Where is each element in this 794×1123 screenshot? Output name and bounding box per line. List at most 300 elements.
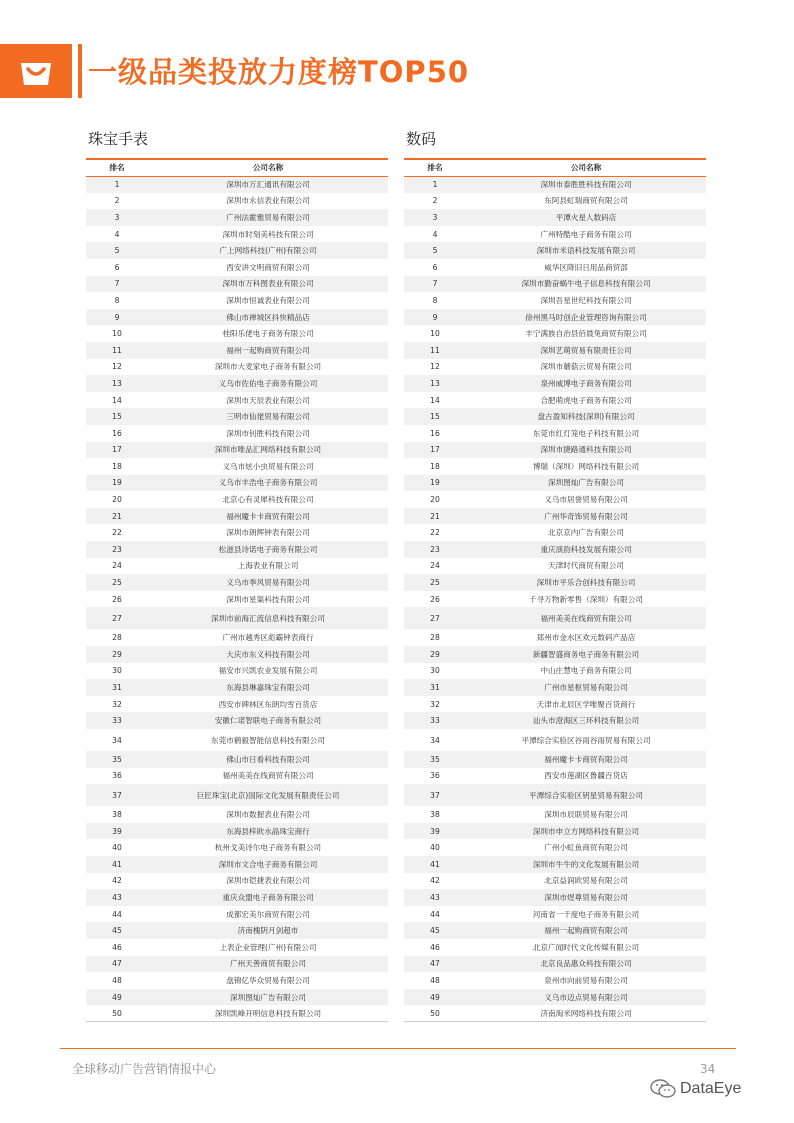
rank-cell: 14 [86,392,148,409]
footer-divider [60,1048,736,1049]
rank-cell: 40 [404,839,466,856]
company-cell: 博瑞（深圳）网络科技有限公司 [466,458,706,475]
company-cell: 深圳图灿广告有限公司 [466,475,706,492]
rank-cell: 25 [404,574,466,591]
table-row [404,696,706,713]
table-row [86,939,388,956]
rank-cell: 42 [404,873,466,890]
rank-cell: 20 [86,491,148,508]
table-row [404,325,706,342]
table-row [86,856,388,873]
rank-cell: 24 [86,558,148,575]
company-cell: 汕头市澄海区三环科技有限公司 [466,712,706,729]
table-row [86,889,388,906]
table-row [404,524,706,541]
company-cell: 东莞市红灯笼电子科技有限公司 [466,425,706,442]
company-cell: 广上网络科技(广州)有限公司 [148,242,388,259]
company-cell: 桂阳乐佬电子商务有限公司 [148,325,388,342]
company-cell: 盘锦亿华众贸易有限公司 [148,972,388,989]
company-cell: 丰宁满族自治县佰晨兔商贸有限公司 [466,325,706,342]
company-cell: 深圳市泰胜胜科技有限公司 [466,176,706,193]
rank-cell: 36 [404,768,466,785]
rank-cell: 4 [86,226,148,243]
company-cell: 巨匠珠宝(北京)国际文化发展有限责任公司 [148,784,388,806]
company-cell: 广州小虹鱼商贸有限公司 [466,839,706,856]
rank-cell: 19 [404,475,466,492]
header-divider [78,44,82,98]
table-row [86,629,388,646]
company-cell: 盘古盈知科技(深圳)有限公司 [466,408,706,425]
table-row [86,442,388,459]
rank-cell: 39 [404,823,466,840]
company-cell: 义乌市丰浩电子商务有限公司 [148,475,388,492]
ranking-table-digital [404,158,706,1022]
company-cell: 深圳市申立方网络科技有限公司 [466,823,706,840]
table-row [404,784,706,806]
table-row [86,176,388,193]
rank-cell: 41 [86,856,148,873]
table-row [86,784,388,806]
company-cell: 深圳市牛牛的文化发展有限公司 [466,856,706,873]
brand-mark [650,1078,741,1100]
company-cell: 义乌市季风贸易有限公司 [148,574,388,591]
table-row [404,889,706,906]
rank-cell: 6 [404,259,466,276]
rank-cell: 48 [86,972,148,989]
table-row [404,475,706,492]
rank-cell: 34 [86,729,148,751]
rank-cell: 14 [404,392,466,409]
company-cell: 广州市星枢贸易有限公司 [466,679,706,696]
table-row [86,751,388,768]
table-row [86,524,388,541]
rank-cell: 8 [86,292,148,309]
company-cell: 福州一起购商贸有限公司 [466,922,706,939]
rank-cell: 38 [404,806,466,823]
table-row [404,607,706,629]
table-row [86,491,388,508]
company-cell: 安徽仁诺智联电子商务有限公司 [148,712,388,729]
company-cell: 中山庄慧电子商务有限公司 [466,663,706,680]
table-row [404,823,706,840]
table-row [86,325,388,342]
company-cell: 北京京内广告有限公司 [466,524,706,541]
table-row [86,359,388,376]
section-title-jewelry: 珠宝手表 [88,130,149,148]
table-row [404,972,706,989]
company-cell: 义乌市居誉贸易有限公司 [466,491,706,508]
table-row [86,508,388,525]
rank-cell: 9 [86,309,148,326]
rank-cell: 37 [404,784,466,806]
company-cell: 西安市莲湖区鲁疆百货店 [466,768,706,785]
table-row [86,873,388,890]
rank-cell: 40 [86,839,148,856]
rank-cell: 50 [404,1005,466,1022]
table-row [404,359,706,376]
rank-cell: 3 [404,209,466,226]
rank-cell: 29 [404,646,466,663]
rank-cell: 47 [86,956,148,973]
company-cell: 大庆市东义科技有限公司 [148,646,388,663]
rank-cell: 13 [404,375,466,392]
company-cell: 徐州黑马时创企业管理咨询有限公司 [466,309,706,326]
company-cell: 威华区降旧日用品商贸部 [466,259,706,276]
rank-cell: 32 [86,696,148,713]
rank-cell: 43 [404,889,466,906]
rank-cell: 13 [86,375,148,392]
table-row [404,591,706,608]
table-row [86,663,388,680]
rank-cell: 9 [404,309,466,326]
rank-cell: 11 [86,342,148,359]
rank-cell: 4 [404,226,466,243]
rank-cell: 5 [86,242,148,259]
company-cell: 深圳市恒诚表业有限公司 [148,292,388,309]
table-row [86,309,388,326]
table-row [404,342,706,359]
rank-cell: 41 [404,856,466,873]
company-cell: 平潭综合实验区谷雨谷雨贸易有限公司 [466,729,706,751]
rank-cell: 44 [404,906,466,923]
company-cell: 重庆演韵科技发展有限公司 [466,541,706,558]
company-cell: 重庆众盟电子商务有限公司 [148,889,388,906]
company-cell: 深圳图灿广告有限公司 [148,989,388,1006]
table-row [86,712,388,729]
rank-cell: 50 [86,1005,148,1022]
rank-cell: 28 [404,629,466,646]
table-row [86,607,388,629]
table-row [404,508,706,525]
table-row [404,392,706,409]
table-row [404,209,706,226]
ranking-table-jewelry [86,158,388,1022]
rank-cell: 2 [404,193,466,210]
company-cell: 广州特酷电子商务有限公司 [466,226,706,243]
company-cell: 福州魔卡卡商贸有限公司 [148,508,388,525]
company-cell: 深圳市平乐合创科技有限公司 [466,574,706,591]
table-row [404,176,706,193]
company-cell: 福州美美在线商贸有限公司 [148,768,388,785]
company-cell: 合肥萌虎电子商务有限公司 [466,392,706,409]
table-row [86,806,388,823]
company-cell: 深圳市文合电子商务有限公司 [148,856,388,873]
rank-cell: 15 [86,408,148,425]
table-row [86,729,388,751]
company-cell: 深圳市万科图表业有限公司 [148,276,388,293]
table-row [404,442,706,459]
table-row [404,806,706,823]
rank-cell: 46 [404,939,466,956]
rank-cell: 43 [86,889,148,906]
table-row [404,768,706,785]
rank-cell: 16 [86,425,148,442]
company-cell: 深圳市煜尊贸易有限公司 [466,889,706,906]
table-row [404,856,706,873]
company-cell: 东海县梓欧水晶珠宝商行 [148,823,388,840]
rank-cell: 21 [86,508,148,525]
company-cell: 天津时代商贸有限公司 [466,558,706,575]
table-row [404,226,706,243]
table-body [404,176,706,1022]
company-cell: 东阿县虹瑞商贸有限公司 [466,193,706,210]
rank-cell: 17 [86,442,148,459]
column-header-company: 公司名称 [466,159,706,176]
rank-cell: 1 [404,176,466,193]
rank-cell: 37 [86,784,148,806]
company-cell: 泉州威博电子商务有限公司 [466,375,706,392]
table-row [86,972,388,989]
company-cell: 三明市仙佬贸易有限公司 [148,408,388,425]
table-row [86,956,388,973]
company-cell: 深圳市朗辉钟表有限公司 [148,524,388,541]
table-row [86,679,388,696]
page-title: 一级品类投放力度榜TOP50 [88,55,470,89]
company-cell: 北京益润欧贸易有限公司 [466,873,706,890]
rank-cell: 22 [404,524,466,541]
rank-cell: 12 [86,359,148,376]
table-row [86,425,388,442]
company-cell: 福州一起购商贸有限公司 [148,342,388,359]
rank-cell: 29 [86,646,148,663]
table-row [404,574,706,591]
table-row [86,558,388,575]
table-row [86,906,388,923]
column-header-rank: 排名 [404,159,466,176]
table-row [86,209,388,226]
rank-cell: 34 [404,729,466,751]
company-cell: 深圳市钊胜科技有限公司 [148,425,388,442]
rank-cell: 15 [404,408,466,425]
table-row [404,259,706,276]
company-cell: 深圳市万汇通讯有限公司 [148,176,388,193]
rank-cell: 30 [404,663,466,680]
company-cell: 东莞市鹤毅智能信息科技有限公司 [148,729,388,751]
table-row [404,629,706,646]
company-cell: 深圳市蘑菇云贸易有限公司 [466,359,706,376]
company-cell: 西安讲文明商贸有限公司 [148,259,388,276]
page-number: 34 [700,1062,716,1076]
table-row [86,292,388,309]
company-cell: 福安市兴凯农业发展有限公司 [148,663,388,680]
rank-cell: 45 [86,922,148,939]
section-title-digital: 数码 [406,130,437,148]
rank-cell: 26 [86,591,148,608]
company-cell: 深圳市勤奋蜗牛电子信息科技有限公司 [466,276,706,293]
rank-cell: 11 [404,342,466,359]
rank-cell: 26 [404,591,466,608]
table-row [86,591,388,608]
company-cell: 深圳市永信表业有限公司 [148,193,388,210]
table-row [404,1005,706,1022]
table-row [404,679,706,696]
company-cell: 济南淘米网络科技有限公司 [466,1005,706,1022]
company-cell: 上表企业管理(广州)有限公司 [148,939,388,956]
table-body [86,176,388,1022]
table-row [86,375,388,392]
company-cell: 深圳市星渠科技有限公司 [148,591,388,608]
table-row [404,276,706,293]
rank-cell: 49 [404,989,466,1006]
company-cell: 福州魔卡卡商贸有限公司 [466,751,706,768]
company-cell: 郑州市金水区欢元数码产品店 [466,629,706,646]
table-row [404,242,706,259]
rank-cell: 25 [86,574,148,591]
company-cell: 深圳市时刻美科技有限公司 [148,226,388,243]
rank-cell: 27 [404,607,466,629]
table-row [404,491,706,508]
table-row [404,408,706,425]
table-row [86,193,388,210]
table-row [86,823,388,840]
rank-cell: 24 [404,558,466,575]
table-row [404,193,706,210]
company-cell: 广州市越秀区彪霸钟表商行 [148,629,388,646]
company-cell: 泉州市向前贸易有限公司 [466,972,706,989]
table-row [86,458,388,475]
company-cell: 北京广闻时代文化传媒有限公司 [466,939,706,956]
company-cell: 北京心有灵犀科技有限公司 [148,491,388,508]
rank-cell: 46 [86,939,148,956]
company-cell: 天津市北辰区学唯聚百货商行 [466,696,706,713]
rank-cell: 42 [86,873,148,890]
company-cell: 深圳市米语科技发展有限公司 [466,242,706,259]
table-row [86,259,388,276]
table-row [404,751,706,768]
company-cell: 河南省一千度电子商务有限公司 [466,906,706,923]
rank-cell: 47 [404,956,466,973]
rank-cell: 38 [86,806,148,823]
table-row [86,989,388,1006]
company-cell: 广州天善商贸有限公司 [148,956,388,973]
table-row [86,226,388,243]
rank-cell: 31 [86,679,148,696]
table-row [404,939,706,956]
rank-cell: 7 [404,276,466,293]
rank-cell: 17 [404,442,466,459]
company-cell: 深圳市大麦家电子商务有限公司 [148,359,388,376]
brand-name: DataEye [680,1080,742,1097]
company-cell: 北京良品惠众科技有限公司 [466,956,706,973]
rank-cell: 6 [86,259,148,276]
table-row [86,342,388,359]
table-row [86,408,388,425]
rank-cell: 3 [86,209,148,226]
company-cell: 义乌市迈点贸易有限公司 [466,989,706,1006]
rank-cell: 18 [404,458,466,475]
company-cell: 上海表业有限公司 [148,558,388,575]
rank-cell: 36 [86,768,148,785]
table-row [404,989,706,1006]
column-header-rank: 排名 [86,159,148,176]
rank-cell: 45 [404,922,466,939]
company-cell: 济南槐阴月剑超市 [148,922,388,939]
footer-source: 全球移动广告营销情报中心 [72,1062,217,1076]
table-row [86,922,388,939]
table-row [86,646,388,663]
company-cell: 深圳市捷路通科技有限公司 [466,442,706,459]
table-row [404,663,706,680]
rank-cell: 39 [86,823,148,840]
rank-cell: 10 [404,325,466,342]
company-cell: 深圳市数握表业有限公司 [148,806,388,823]
rank-cell: 8 [404,292,466,309]
company-cell: 深圳市前海汇流信息科技有限公司 [148,607,388,629]
wechat-icon [650,1078,676,1100]
table-row [86,768,388,785]
table-row [404,839,706,856]
company-cell: 千寻万物新零售（深圳）有限公司 [466,591,706,608]
table-row [86,242,388,259]
table-row [404,922,706,939]
company-cell: 义乌市佐佑电子商务有限公司 [148,375,388,392]
rank-cell: 30 [86,663,148,680]
rank-cell: 7 [86,276,148,293]
table-row [86,574,388,591]
table-row [86,839,388,856]
company-cell: 深圳艺萌贸易有限责任公司 [466,342,706,359]
rank-cell: 5 [404,242,466,259]
rank-cell: 35 [86,751,148,768]
rank-cell: 16 [404,425,466,442]
rank-cell: 33 [404,712,466,729]
company-cell: 松滋县诗诺电子商务有限公司 [148,541,388,558]
table-row [86,696,388,713]
logo-block [0,44,72,98]
rank-cell: 27 [86,607,148,629]
rank-cell: 23 [404,541,466,558]
column-header-company: 公司名称 [148,159,388,176]
table-row [404,729,706,751]
company-cell: 佛山市禅城区抖快精品店 [148,309,388,326]
company-cell: 深圳市辰联贸易有限公司 [466,806,706,823]
company-cell: 广州华奇饰贸易有限公司 [466,508,706,525]
shopping-bag-icon [18,55,54,87]
rank-cell: 49 [86,989,148,1006]
rank-cell: 22 [86,524,148,541]
company-cell: 深圳吾星世纪科技有限公司 [466,292,706,309]
table-row [404,375,706,392]
company-cell: 深圳市铠捷表业有限公司 [148,873,388,890]
company-cell: 平潭综合实验区钥星贸易有限公司 [466,784,706,806]
table-row [404,541,706,558]
rank-cell: 44 [86,906,148,923]
company-cell: 深圳市唯品汇网络科技有限公司 [148,442,388,459]
rank-cell: 33 [86,712,148,729]
rank-cell: 32 [404,696,466,713]
company-cell: 西安市碑林区东朗均雪百货店 [148,696,388,713]
table-row [404,646,706,663]
rank-cell: 18 [86,458,148,475]
rank-cell: 19 [86,475,148,492]
company-cell: 广州法霍雅贸易有限公司 [148,209,388,226]
company-cell: 杭州戈美诗尔电子商务有限公司 [148,839,388,856]
table-row [404,292,706,309]
rank-cell: 2 [86,193,148,210]
table-row [404,425,706,442]
table-row [404,873,706,890]
table-row [86,475,388,492]
rank-cell: 21 [404,508,466,525]
table-row [404,956,706,973]
rank-cell: 31 [404,679,466,696]
rank-cell: 48 [404,972,466,989]
rank-cell: 12 [404,359,466,376]
table-row [404,309,706,326]
rank-cell: 1 [86,176,148,193]
company-cell: 深圳凯峰开明信息科技有限公司 [148,1005,388,1022]
table-row [86,276,388,293]
